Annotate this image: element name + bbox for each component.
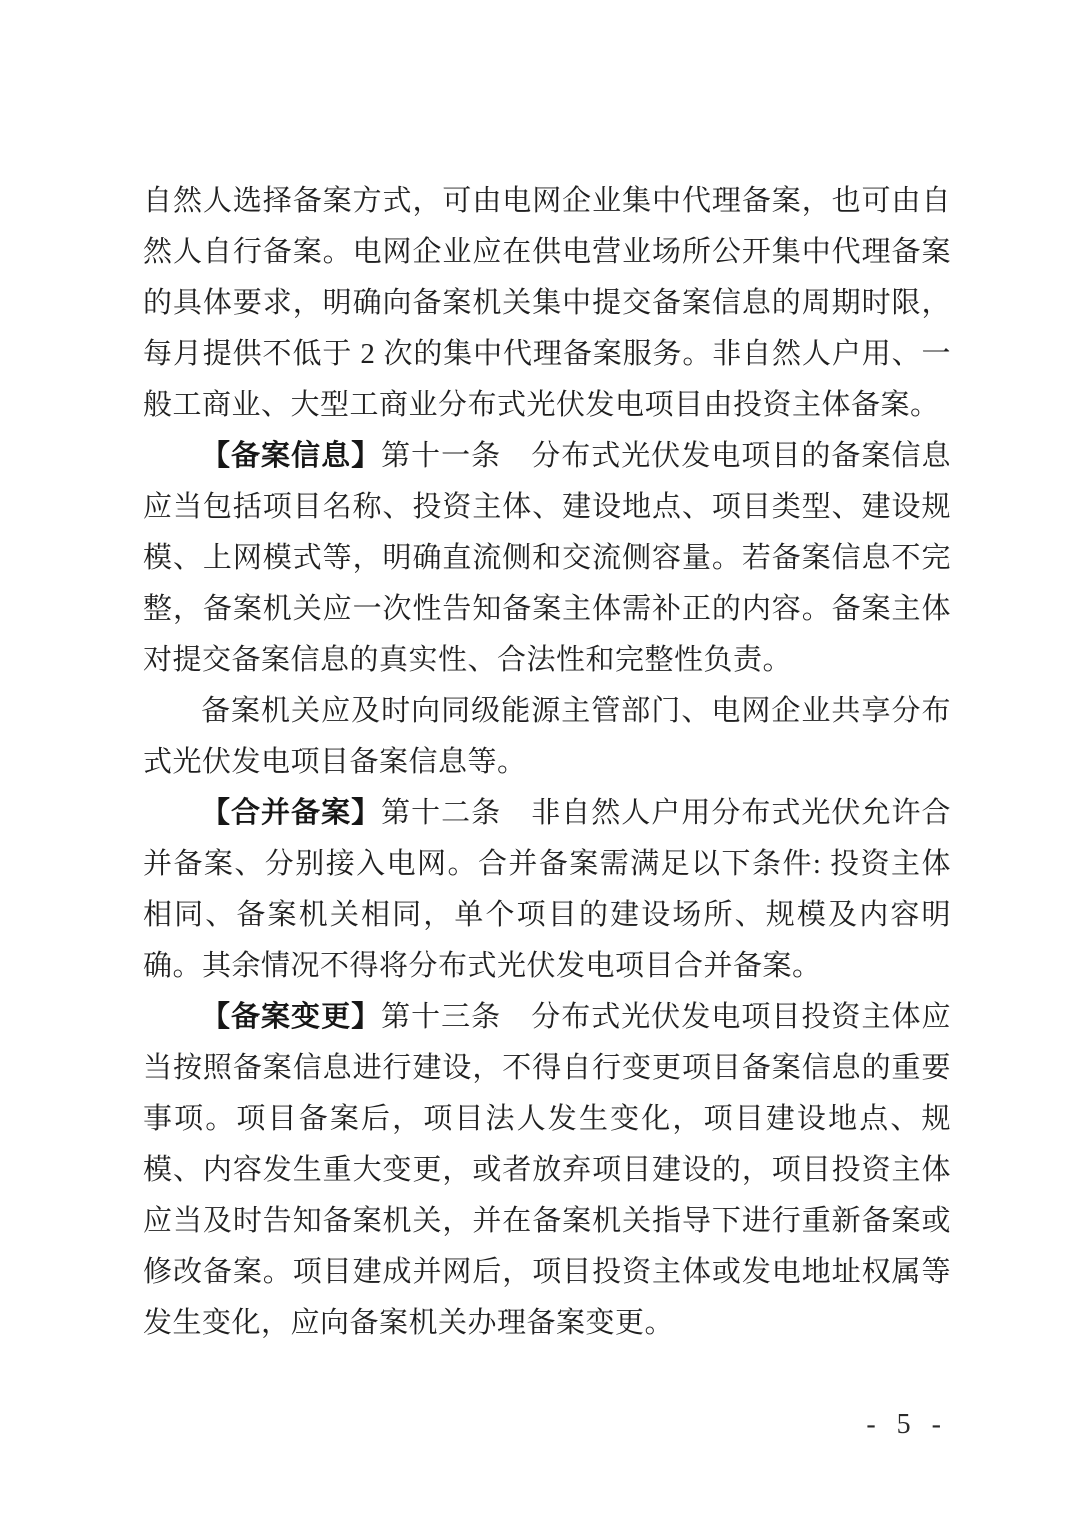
paragraph: 【合并备案】第十二条 非自然人户用分布式光伏允许合并备案、分别接入电网。合并备案需满足以下条件: 投资主体相同、备案机关相同，单个项目的建设场所、规模及内容明确。其余情况不得将分布式光伏发电项目合并备案。 [143, 797, 951, 982]
article-label: 【合并备案】 [201, 797, 382, 829]
article-label: 【备案信息】 [201, 440, 382, 472]
paragraph: 备案机关应及时向同级能源主管部门、电网企业共享分布式光伏发电项目备案信息等。 [143, 695, 951, 778]
document-body [143, 176, 951, 1349]
paragraph: 自然人选择备案方式，可由电网企业集中代理备案，也可由自然人自行备案。电网企业应在供电营业场所公开集中代理备案的具体要求，明确向备案机关集中提交备案信息的周期时限，每月提供不低于 2 次的集中代理备案服务。非自然人户用、一般工商业、大型工商业分布式光伏发电项目由投资主体备案。 [143, 185, 951, 421]
page-footer [866, 1405, 948, 1445]
article-label: 【备案变更】 [201, 1001, 382, 1033]
paragraph: 【备案变更】第十三条 分布式光伏发电项目投资主体应当按照备案信息进行建设，不得自行变更项目备案信息的重要事项。项目备案后，项目法人发生变化，项目建设地点、规模、内容发生重大变更，或者放弃项目建设的，项目投资主体应当及时告知备案机关，并在备案机关指导下进行重新备案或修改备案。项目建成并网后，项目投资主体或发电地址权属等发生变化，应向备案机关办理备案变更。 [143, 1001, 951, 1339]
paragraph: 【备案信息】第十一条 分布式光伏发电项目的备案信息应当包括项目名称、投资主体、建设地点、项目类型、建设规模、上网模式等，明确直流侧和交流侧容量。若备案信息不完整，备案机关应一次性告知备案主体需补正的内容。备案主体对提交备案信息的真实性、合法性和完整性负责。 [143, 440, 951, 676]
page-number: - 5 - [866, 1409, 948, 1440]
